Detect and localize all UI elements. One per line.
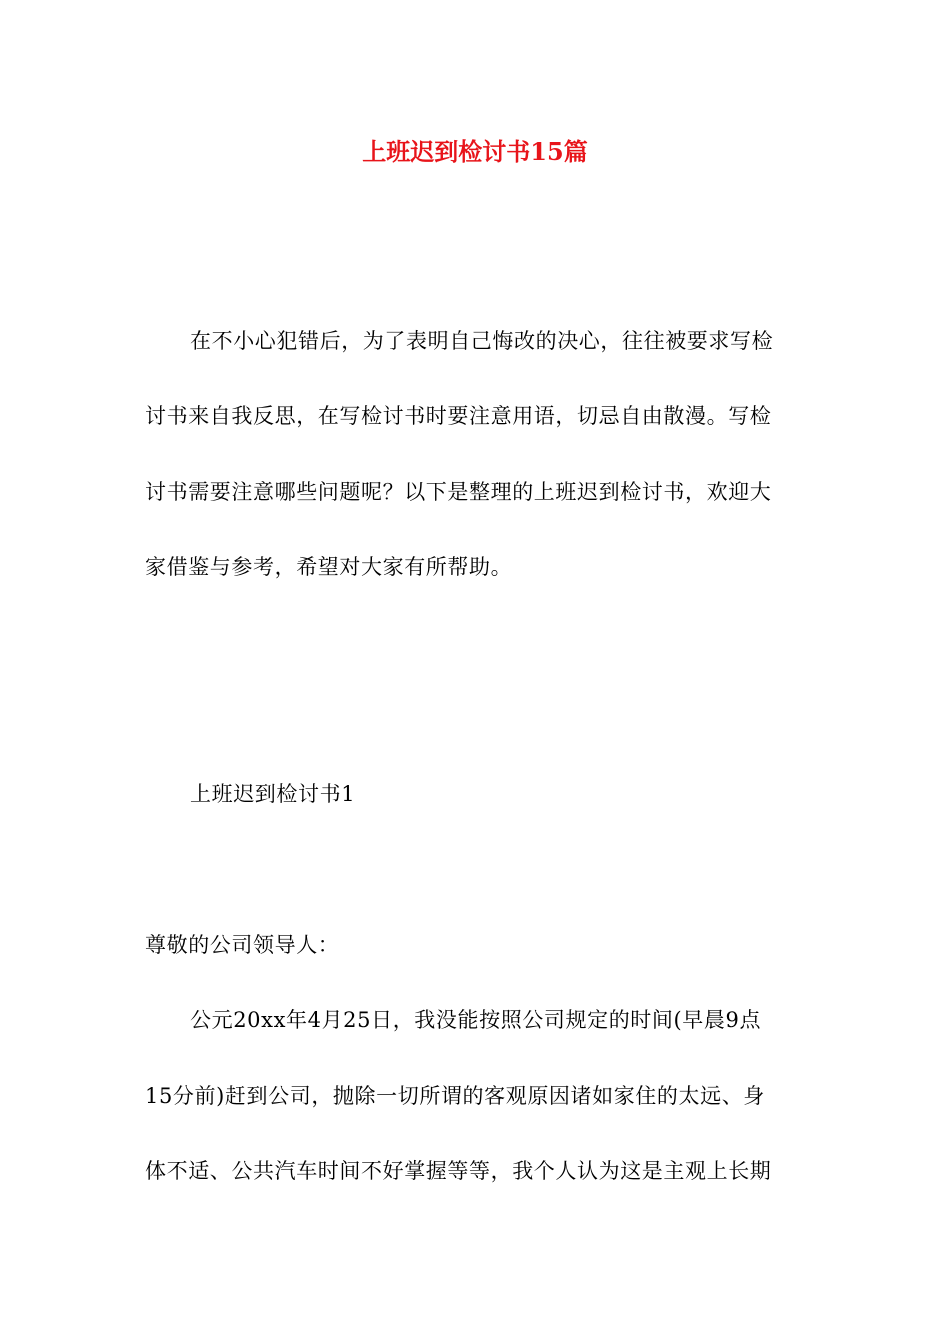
intro-line-4: 家借鉴与参考，希望对大家有所帮助。: [145, 555, 513, 579]
body-line-2: 15分前)赶到公司，抛除一切所谓的客观原因诸如家住的太远、身: [145, 1084, 765, 1108]
body-line-3: 体不适、公共汽车时间不好掌握等等，我个人认为这是主观上长期: [145, 1159, 772, 1183]
intro-line-3: 讨书需要注意哪些问题呢？以下是整理的上班迟到检讨书，欢迎大: [145, 480, 772, 504]
intro-line-1: 在不小心犯错后，为了表明自己悔改的决心，往往被要求写检: [190, 329, 774, 353]
salutation: 尊敬的公司领导人：: [145, 933, 340, 957]
body-line-1: 公元20xx年4月25日，我没能按照公司规定的时间(早晨9点: [190, 1008, 762, 1032]
intro-line-2: 讨书来自我反思，在写检讨书时要注意用语，切忌自由散漫。写检: [145, 404, 772, 428]
section-heading: 上班迟到检讨书1: [190, 782, 356, 806]
document-title: 上班迟到检讨书15篇: [362, 137, 588, 166]
